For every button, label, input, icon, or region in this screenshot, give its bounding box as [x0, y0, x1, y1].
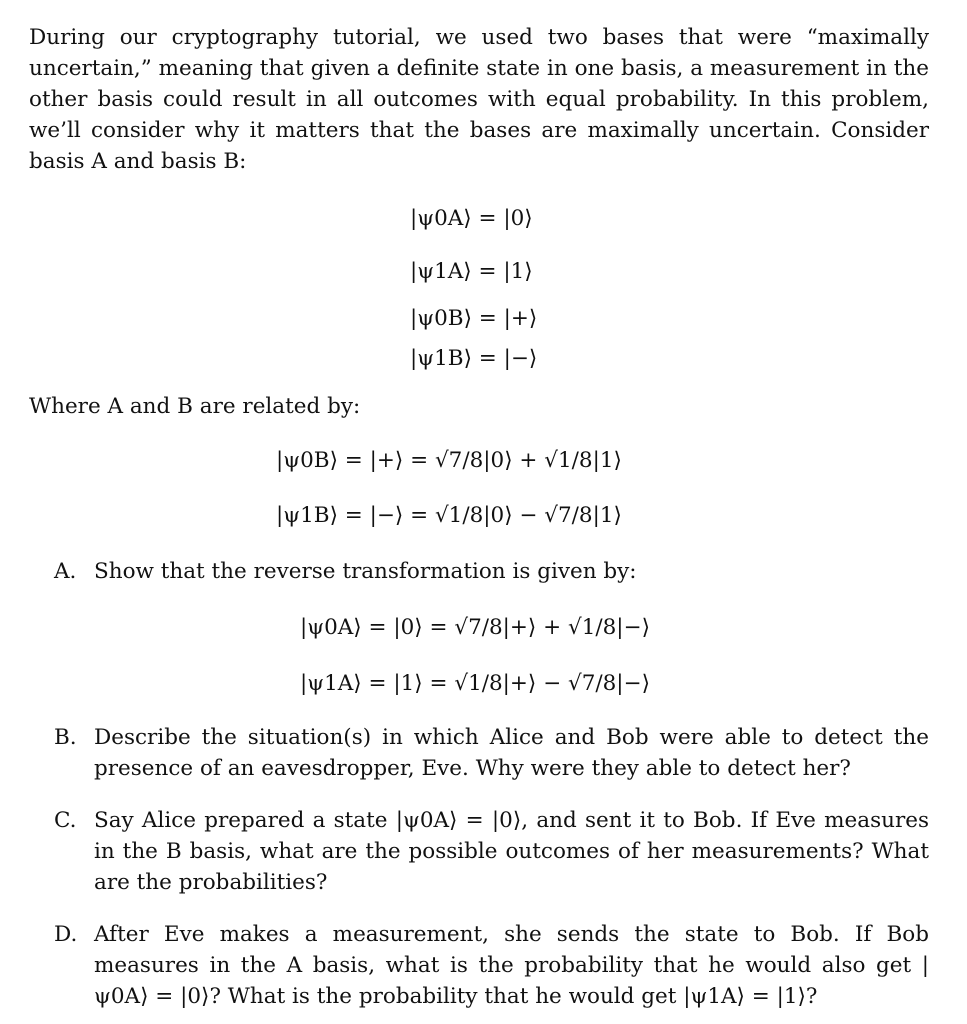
basis-equation-psi1b: |ψ1B⟩ = |−⟩	[410, 346, 538, 371]
question-c-text: Say Alice prepared a state |ψ0A⟩ = |0⟩, and sent it to Bob. If Eve measures in the B basis, what are the possible outcomes of her measurements? What are the probabilities?	[94, 808, 929, 895]
intro-paragraph: During our cryptography tutorial, we used two bases that were “maximally uncertain,” meaning that given a definite state in one basis, a measurement in the other basis could result in all outcomes with equal probability. In this problem, we’ll consider why it matters that the bases are maximally uncertain. Consider basis A and basis B:	[29, 25, 929, 174]
question-c-label: C.	[54, 808, 77, 833]
question-a-label: A.	[54, 559, 77, 584]
question-b-label: B.	[54, 725, 77, 750]
basis-equation-psi0a: |ψ0A⟩ = |0⟩	[410, 206, 533, 231]
relation-text: Where A and B are related by:	[29, 394, 361, 419]
question-d	[54, 919, 929, 1012]
relation-equation-psi1b: |ψ1B⟩ = |−⟩ = √1/8|0⟩ − √7/8|1⟩	[276, 503, 622, 528]
relation-equation-psi0b: |ψ0B⟩ = |+⟩ = √7/8|0⟩ + √1/8|1⟩	[276, 448, 622, 473]
question-a-text: Show that the reverse transformation is given by:	[94, 559, 637, 584]
basis-equation-psi0b: |ψ0B⟩ = |+⟩	[410, 306, 538, 331]
reverse-equation-psi1a: |ψ1A⟩ = |1⟩ = √1/8|+⟩ − √7/8|−⟩	[300, 671, 650, 696]
question-c	[54, 805, 929, 898]
question-a	[54, 556, 929, 587]
question-b-text: Describe the situation(s) in which Alice and Bob were able to detect the presence of an eavesdropper, Eve. Why were they able to detect her?	[94, 725, 929, 781]
question-d-label: D.	[54, 922, 78, 947]
basis-equation-psi1a: |ψ1A⟩ = |1⟩	[410, 259, 533, 284]
question-d-text: After Eve makes a measurement, she sends the state to Bob. If Bob measures in the A basis, what is the probability that he would also get |ψ0A⟩ = |0⟩? What is the probability that he would get |ψ1A⟩ = |1⟩?	[94, 922, 929, 1009]
question-b	[54, 722, 929, 784]
reverse-equation-psi0a: |ψ0A⟩ = |0⟩ = √7/8|+⟩ + √1/8|−⟩	[300, 615, 650, 640]
